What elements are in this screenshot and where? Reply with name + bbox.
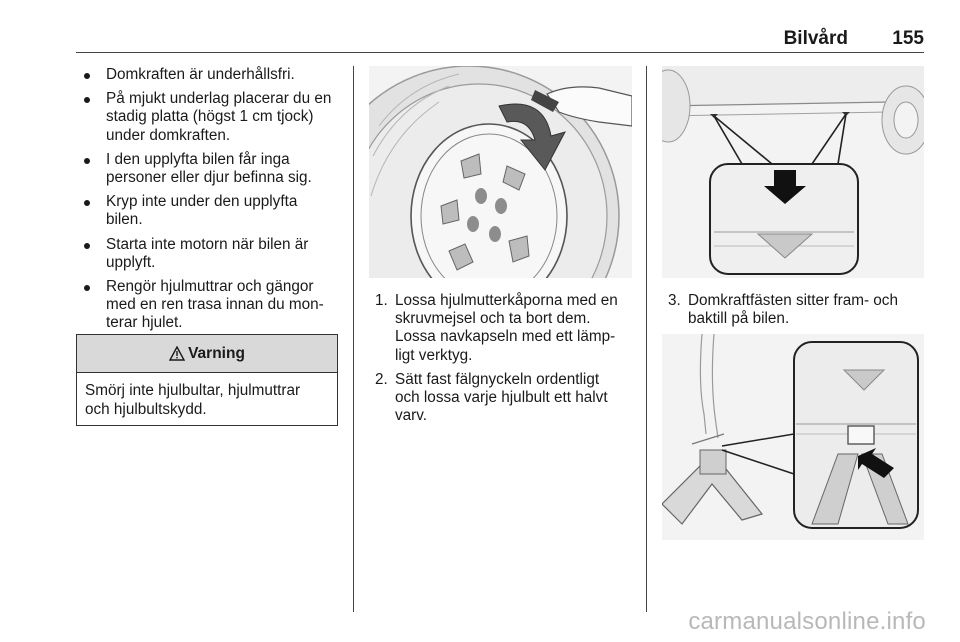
bullet-line: Rengör hjulmuttrar och gängor <box>106 278 314 296</box>
section-title: Bilvård <box>783 28 848 49</box>
step-line: Domkraftfästen sitter fram- och <box>688 292 898 309</box>
column-divider-1 <box>353 66 354 612</box>
step-line: baktill på bilen. <box>688 310 790 328</box>
bullet-line: stadig platta (högst 1 cm tjock) <box>106 108 314 126</box>
bullet-line: Kryp inte under den upplyfta <box>106 193 298 211</box>
bullet-line: I den upplyfta bilen får inga <box>106 150 290 168</box>
warning-header <box>77 335 337 373</box>
step-number: 3. <box>668 292 681 309</box>
steps-list-middle <box>369 292 637 431</box>
step-line: Lossa navkapseln med ett lämp- <box>395 328 616 346</box>
wheel-cover-illustration <box>369 66 632 278</box>
step-item <box>662 292 924 328</box>
bullet-line: terar hjulet. <box>106 314 183 332</box>
step-line: skruvmejsel och ta bort dem. <box>395 310 591 328</box>
warning-title: Varning <box>188 344 245 362</box>
bullet-item <box>76 90 340 145</box>
step-line: och lossa varje hjulbult ett halvt <box>395 389 608 407</box>
bullet-item <box>76 236 340 272</box>
bullet-line: Domkraften är underhållsfri. <box>106 66 295 83</box>
step-number: 2. <box>375 370 388 388</box>
bullet-list <box>76 66 340 333</box>
bullet-line: Starta inte motorn när bilen är <box>106 235 309 253</box>
bullet-line: upplyft. <box>106 253 156 271</box>
jack-point-illustration <box>662 66 924 278</box>
bullet-dot-icon <box>84 73 90 79</box>
step-item <box>369 371 637 426</box>
bullet-line: bilen. <box>106 211 143 229</box>
step-number: 1. <box>375 292 388 309</box>
step-line: Sätt fast fälgnyckeln ordentligt <box>395 370 600 388</box>
column-divider-2 <box>646 66 647 612</box>
bullet-item <box>76 278 340 333</box>
column-1 <box>76 66 340 339</box>
warning-text <box>77 373 337 419</box>
bullet-item <box>76 66 340 84</box>
header-rule <box>76 52 924 53</box>
bullet-line: På mjukt underlag placerar du en <box>106 90 332 108</box>
bullet-line: under domkraften. <box>106 126 231 144</box>
watermark: carmanualsonline.info <box>688 608 926 635</box>
bullet-item <box>76 151 340 187</box>
bullet-item <box>76 193 340 229</box>
bullet-dot-icon <box>84 97 90 103</box>
step-item <box>369 292 637 365</box>
step-line: Lossa hjulmutterkåporna med en <box>395 292 618 309</box>
bullet-dot-icon <box>84 200 90 206</box>
step-line: ligt verktyg. <box>395 346 473 364</box>
page-header <box>76 28 924 52</box>
bullet-line: personer eller djur befinna sig. <box>106 169 312 187</box>
warning-box <box>76 334 338 426</box>
bullet-dot-icon <box>84 243 90 249</box>
steps-list-right <box>662 292 924 334</box>
step-line: varv. <box>395 407 428 425</box>
bullet-dot-icon <box>84 158 90 164</box>
bullet-dot-icon <box>84 285 90 291</box>
warning-triangle-icon <box>169 346 185 361</box>
page-number: 155 <box>892 28 924 49</box>
warning-line: och hjulbultskydd. <box>85 400 207 418</box>
bullet-line: med en ren trasa innan du mon- <box>106 296 324 314</box>
jack-placement-illustration <box>662 334 924 540</box>
warning-line: Smörj inte hjulbultar, hjulmuttrar <box>85 382 301 399</box>
